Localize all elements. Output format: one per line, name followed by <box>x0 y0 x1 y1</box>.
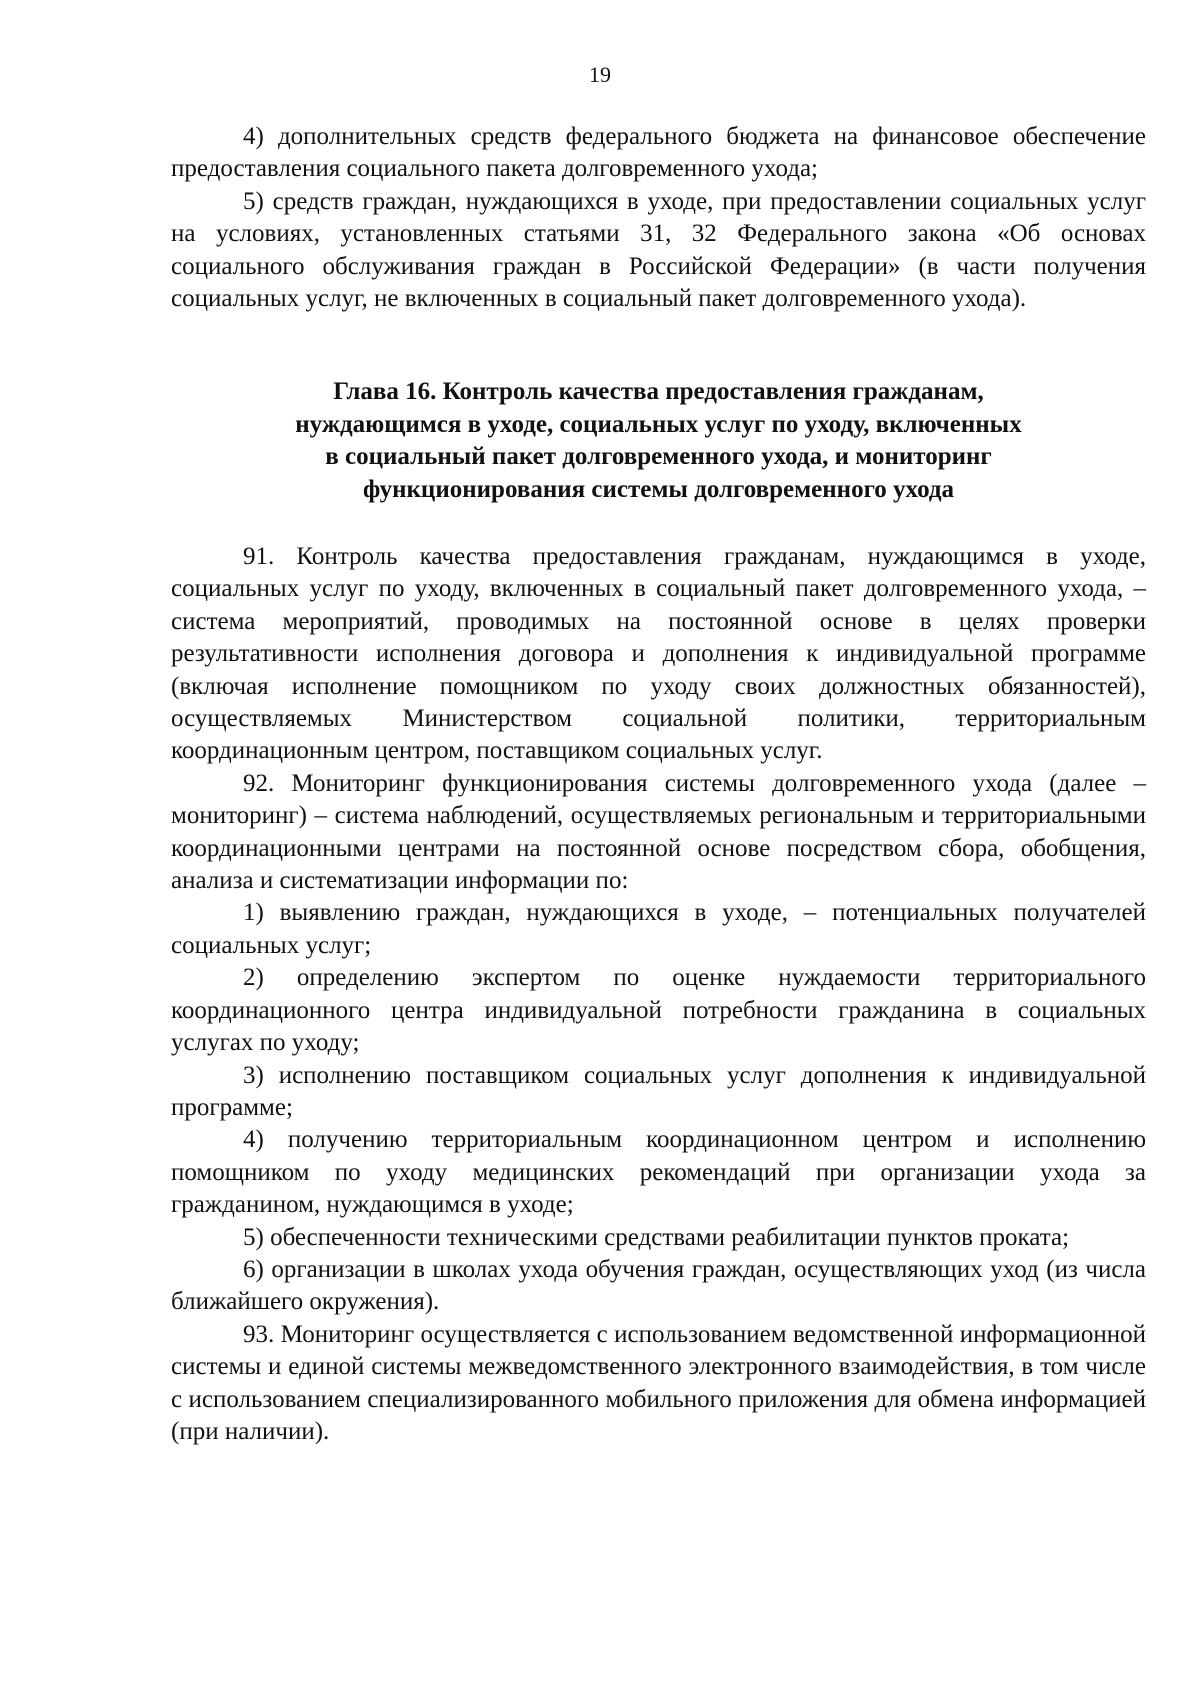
chapter-heading-line: в социальный пакет долговременного ухода, и мониторинг <box>325 443 992 471</box>
list-item-funding-5: 5) средств граждан, нуждающихся в уходе, при предоставлении социальных услуг на условиях, установленных статьями 31, 32 Федерального закона «Об основах социального обслуживания граждан в Российской Федерации» (в части получения социальных услуг, не включенных в социальный пакет долговременного ухода). <box>171 187 1146 313</box>
monitoring-item-5: 5) обеспеченности техническими средствами реабилитации пунктов проката; <box>243 1223 1070 1251</box>
chapter-heading-line: Глава 16. Контроль качества предоставления гражданам, <box>333 378 984 405</box>
paragraph-92: 92. Мониторинг функционирования системы долговременного ухода (далее – мониторинг) – система наблюдений, осуществляемых региональным и территориальными координационными центрами на постоянной основе посредством сбора, обобщения, анализа и систематизации информации по: <box>171 769 1146 895</box>
chapter-body <box>171 541 1146 1448</box>
monitoring-item-4: 4) получению территориальным координационном центром и исполнению помощником по уходу медицинских рекомендаций при организации ухода за гражданином, нуждающимся в уходе; <box>171 1126 1146 1219</box>
list-item-funding-4: 4) дополнительных средств федерального бюджета на финансовое обеспечение предоставления социального пакета долговременного ухода; <box>171 123 1146 183</box>
monitoring-item-2: 2) определению экспертом по оценке нуждаемости территориального координационного центра индивидуальной потребности гражданина в социальных услугах по уходу; <box>171 964 1146 1057</box>
monitoring-item-6: 6) организации в школах ухода обучения граждан, осуществляющих уход (из числа ближайшего окружения). <box>171 1255 1146 1316</box>
chapter-heading <box>171 376 1146 506</box>
paragraph-93: 93. Мониторинг осуществляется с использованием ведомственной информационной системы и единой системы межведомственного электронного взаимодействия, в том числе с использованием специализированного мобильного приложения для обмена информацией (при наличии). <box>171 1320 1146 1445</box>
chapter-heading-line: нуждающимся в уходе, социальных услуг по уходу, включенных <box>295 410 1022 438</box>
intro-items-block <box>171 121 1146 315</box>
monitoring-item-3: 3) исполнению поставщиком социальных услуг дополнения к индивидуальной программе; <box>171 1061 1146 1121</box>
monitoring-item-1: 1) выявлению граждан, нуждающихся в уходе, – потенциальных получателей социальных услуг; <box>171 899 1146 959</box>
paragraph-91: 91. Контроль качества предоставления гражданам, нуждающимся в уходе, социальных услуг по уходу, включенных в социальный пакет долговременного ухода, – система мероприятий, проводимых на постоянной основе в целях проверки результативности исполнения договора и дополнения к индивидуальной программе (включая исполнение помощником по уходу своих должностных обязанностей), осуществляемых Министерством социальной политики, территориальным координационным центром, поставщиком социальных услуг. <box>171 543 1146 765</box>
page-number: 19 <box>589 62 611 87</box>
chapter-heading-line: функционирования системы долговременного ухода <box>362 475 955 503</box>
